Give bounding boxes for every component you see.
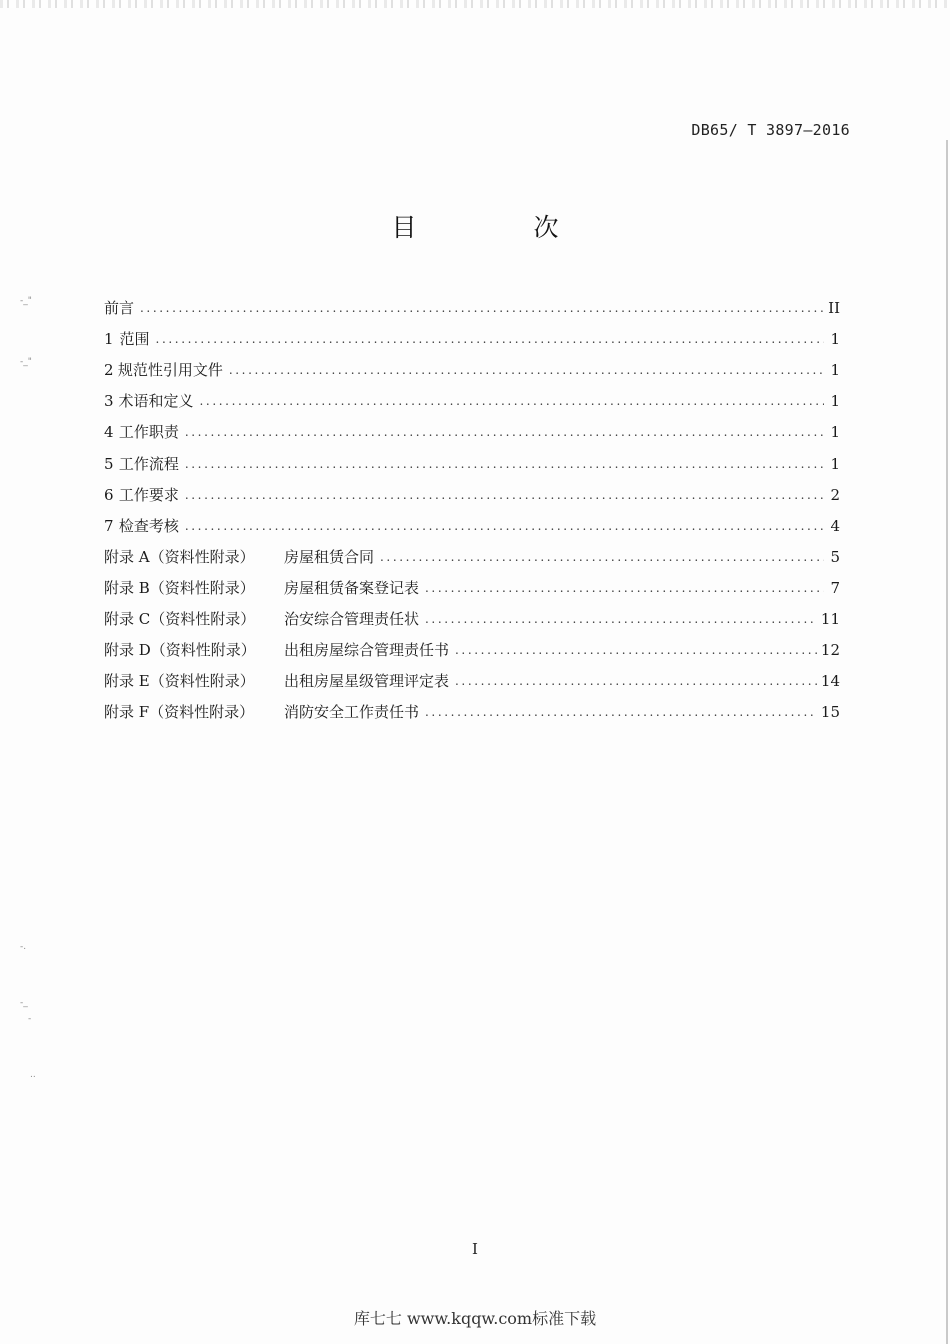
toc-entry-appendix-e[interactable]	[104, 661, 840, 692]
toc-entry-label: 房屋租赁合同	[284, 547, 375, 566]
toc-entry-number: 7	[104, 516, 114, 535]
toc-entry-page: II	[828, 299, 840, 318]
source-watermark: 库七七 www.kqqw.com标准下载	[353, 1309, 597, 1328]
toc-entry-page: 1	[830, 392, 840, 411]
toc-entry-label: 检查考核	[118, 516, 179, 535]
toc-leader-dots	[229, 359, 824, 381]
toc-leader-dots	[185, 421, 824, 443]
toc-leader-dots	[185, 453, 824, 475]
toc-entry-label: 规范性引用文件	[117, 361, 223, 380]
toc-entry-requirements[interactable]	[104, 475, 840, 506]
toc-entry-label: 治安综合管理责任状	[284, 610, 420, 629]
toc-entry-inspection[interactable]	[104, 506, 840, 537]
toc-entry-page: 1	[830, 330, 840, 349]
toc-entry-page: 1	[830, 361, 840, 380]
toc-entry-appendix-d[interactable]	[104, 630, 840, 661]
scan-edge-artifact	[0, 0, 950, 8]
scan-speck: -_"	[20, 296, 32, 306]
toc-entry-label: 消防安全工作责任书	[284, 703, 420, 722]
toc-entry-page: 11	[820, 610, 840, 629]
toc-leader-dots	[200, 390, 825, 412]
toc-entry-page: 15	[820, 703, 840, 722]
scan-speck: -.	[20, 942, 27, 952]
scan-edge-artifact	[946, 140, 948, 1344]
standard-code: DB65/ T 3897—2016	[691, 121, 850, 139]
toc-leader-dots	[425, 701, 817, 723]
toc-entry-page: 5	[830, 547, 840, 566]
toc-leader-dots	[425, 608, 817, 630]
toc-leader-dots	[185, 484, 824, 506]
appendix-prefix: 附录 C（资料性附录）	[104, 610, 256, 629]
toc-entry-label: 术语和定义	[118, 392, 194, 411]
toc-entry-workflow[interactable]	[104, 443, 840, 474]
toc-entry-appendix-c[interactable]	[104, 599, 840, 630]
toc-leader-dots	[455, 639, 817, 661]
toc-entry-page: 4	[830, 516, 840, 535]
toc-entry-number: 4	[104, 423, 114, 442]
toc-entry-label: 工作流程	[118, 454, 179, 473]
toc-entry-appendix-b[interactable]	[104, 568, 840, 599]
toc-entry-appendix-a[interactable]	[104, 537, 840, 568]
toc-entry-label: 工作职责	[118, 423, 179, 442]
toc-leader-dots	[425, 577, 824, 599]
scan-speck: ..	[30, 1070, 36, 1080]
toc-entry-page: 12	[820, 641, 840, 660]
appendix-prefix: 附录 B（资料性附录）	[104, 578, 255, 597]
appendix-prefix: 附录 F（资料性附录）	[104, 703, 255, 722]
toc-entry-page: 14	[820, 672, 840, 691]
scan-speck: -_"	[20, 357, 32, 367]
toc-entry-page: 7	[830, 578, 840, 597]
toc-entry-label: 前言	[104, 299, 135, 318]
toc-title: 目 次	[391, 213, 605, 242]
toc-entry-page: 1	[830, 423, 840, 442]
scan-speck: -_	[20, 998, 28, 1008]
toc-entry-page: 2	[830, 485, 840, 504]
toc-entry-label: 范围	[119, 330, 150, 349]
toc-entry-label: 出租房屋综合管理责任书	[284, 641, 450, 660]
toc-entry-page: 1	[830, 454, 840, 473]
table-of-contents	[104, 288, 840, 723]
toc-entry-label: 房屋租赁备案登记表	[284, 578, 420, 597]
page-number: I	[472, 1240, 478, 1258]
toc-entry-number: 3	[104, 392, 114, 411]
appendix-prefix: 附录 A（资料性附录）	[104, 547, 255, 566]
toc-entry-normative-references[interactable]	[104, 350, 840, 381]
toc-entry-label: 出租房屋星级管理评定表	[284, 672, 450, 691]
toc-entry-appendix-f[interactable]	[104, 692, 840, 723]
toc-leader-dots	[380, 546, 824, 568]
toc-entry-number: 2	[104, 361, 114, 380]
toc-entry-number: 5	[104, 454, 114, 473]
toc-leader-dots	[185, 515, 824, 537]
toc-entry-foreword[interactable]	[104, 288, 840, 319]
toc-leader-dots	[156, 328, 824, 350]
toc-entry-scope[interactable]	[104, 319, 840, 350]
toc-entry-responsibilities[interactable]	[104, 412, 840, 443]
toc-entry-number: 1	[104, 330, 114, 349]
toc-leader-dots	[455, 670, 817, 692]
scan-speck: -	[28, 1014, 32, 1024]
toc-entry-terms-definitions[interactable]	[104, 381, 840, 412]
toc-leader-dots	[140, 297, 824, 319]
toc-entry-label: 工作要求	[118, 485, 179, 504]
toc-entry-number: 6	[104, 485, 114, 504]
appendix-prefix: 附录 D（资料性附录）	[104, 641, 256, 660]
appendix-prefix: 附录 E（资料性附录）	[104, 672, 255, 691]
